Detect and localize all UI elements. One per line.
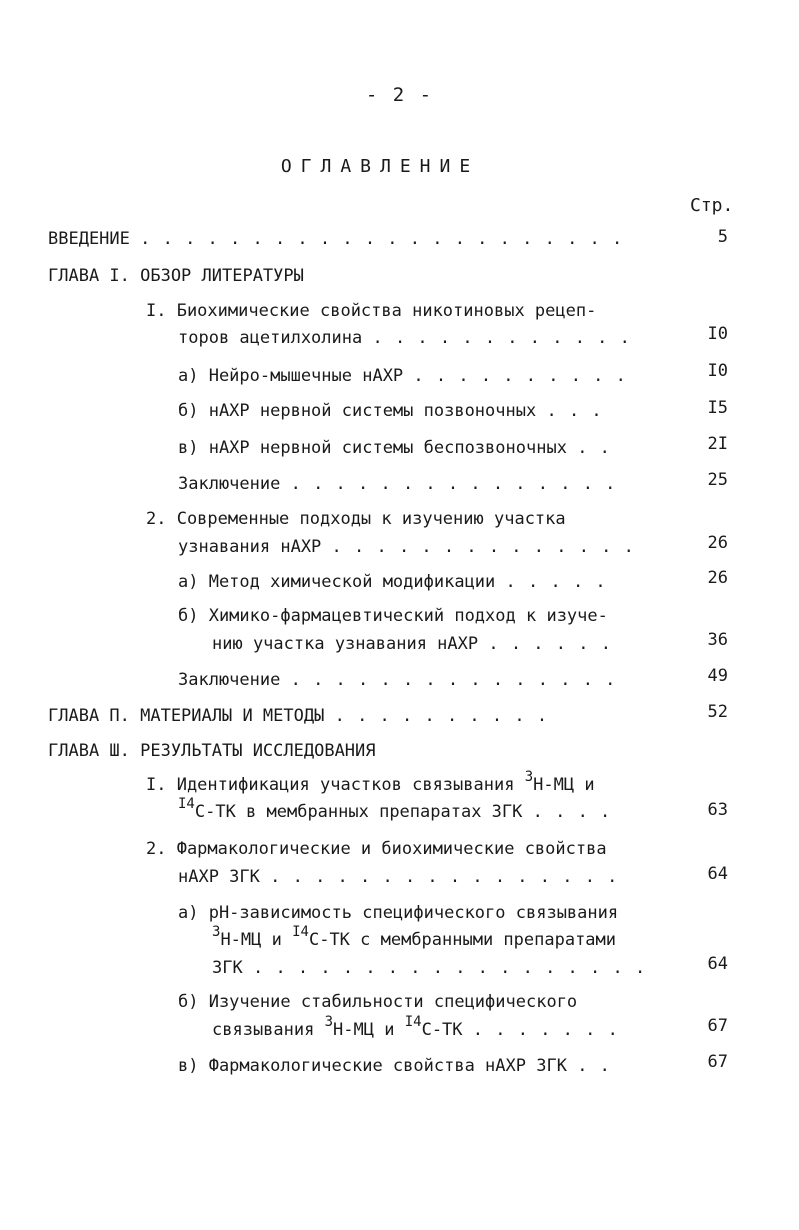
page-ref: I0 — [707, 361, 728, 381]
page-ref: 26 — [707, 533, 728, 553]
leader-dots: . . . . . . . . . . . . . . . . — [270, 867, 619, 887]
toc-subsection-1-1-b: б) нАХР нервной системы позвоночных . . . — [178, 401, 603, 421]
page-ref: 2I — [707, 434, 728, 454]
toc-section-3-1-line2: $^{I4}$С-ТК в мембранных препаратах ЗГК . . . . — [178, 796, 612, 822]
leader-dots: . . . — [546, 401, 603, 421]
toc-section-1-2-line2: узнавания нАХР . . . . . . . . . . . . . . — [178, 537, 635, 557]
leader-dots: . . . . . . . — [472, 1020, 619, 1040]
page-ref: 64 — [707, 954, 728, 974]
page-ref: 49 — [707, 666, 728, 686]
leader-dots: . . . . . . . . . . . . — [372, 328, 631, 348]
superscript: I4 — [404, 1014, 422, 1030]
superscript: 3 — [524, 769, 534, 785]
toc-entry-intro — [48, 231, 623, 248]
page-ref: 36 — [707, 630, 728, 650]
toc-conclusion-1-1: Заключение . . . . . . . . . . . . . . . — [178, 474, 617, 494]
toc-section-1-1-line1: I. Биохимические свойства никотиновых рецеп- — [146, 301, 597, 321]
leader-dots: . . — [577, 1056, 611, 1076]
page-ref: I5 — [707, 398, 728, 418]
toc-subsection-3-2-a-line1: а) рН-зависимость специфического связывания — [178, 903, 619, 923]
entry-text: ВВЕДЕНИЕ — [48, 229, 130, 249]
superscript: I4 — [292, 924, 309, 940]
toc-chapter-3: ГЛАВА Ш. РЕЗУЛЬТАТЫ ИССЛЕДОВАНИЯ — [48, 741, 376, 761]
leader-dots: . . . . . . . . . . . . . . . . . . — [252, 958, 647, 978]
contents-heading: ОГЛАВЛЕНИЕ — [280, 156, 480, 177]
toc-subsection-1-2-b-line1: б) Химико-фармацевтический подход к изуче- — [178, 606, 608, 626]
toc-subsection-3-2-c: в) Фармакологические свойства нАХР ЗГК . . — [178, 1056, 611, 1076]
toc-section-1-2-line1: 2. Современные подходы к изучению участка — [146, 509, 566, 529]
toc-subsection-3-2-b-line1: б) Изучение стабильности специфического — [178, 992, 578, 1012]
superscript: 3 — [324, 1014, 334, 1030]
leader-dots: . . . . . . . . . . — [334, 706, 549, 726]
toc-subsection-1-1-a: а) Нейро-мышечные нАХР . . . . . . . . . . — [178, 366, 627, 386]
toc-section-3-2-line2: нАХР ЗГК . . . . . . . . . . . . . . . . — [178, 867, 619, 887]
page-ref: 67 — [707, 1052, 728, 1072]
leader-dots: . . — [577, 438, 611, 458]
toc-subsection-3-2-b-line2: связывания $^3$Н-МЦ и $^{I4}$С-ТК . . . . . . . — [212, 1014, 619, 1040]
page-ref: 5 — [717, 227, 728, 247]
toc-subsection-3-2-a-line3: ЗГК . . . . . . . . . . . . . . . . . . — [212, 958, 647, 978]
leader-dots: . . . . . — [505, 572, 607, 592]
toc-section-1-1-line2: торов ацетилхолина . . . . . . . . . . . . — [178, 328, 631, 348]
page-ref: 63 — [707, 800, 728, 820]
leader-dots: . . . . . . . . . . . . . . . . . . . . . . — [140, 229, 624, 249]
page-ref: 64 — [707, 864, 728, 884]
page-ref: 67 — [707, 1016, 728, 1036]
toc-chapter-1: ГЛАВА I. ОБЗОР ЛИТЕРАТУРЫ — [48, 266, 304, 286]
toc-subsection-1-2-a: а) Метод химической модификации . . . . . — [178, 572, 607, 592]
toc-subsection-1-1-c: в) нАХР нервной системы беспозвоночных . . — [178, 438, 611, 458]
leader-dots: . . . . . . . . . . — [413, 366, 627, 386]
leader-dots: . . . . . . . . . . . . . . — [331, 537, 635, 557]
page-ref: I0 — [707, 324, 728, 344]
toc-conclusion-1-2: Заключение . . . . . . . . . . . . . . . — [178, 670, 617, 690]
page-ref: 52 — [707, 702, 728, 722]
page-ref: 25 — [707, 470, 728, 490]
toc-section-3-1-line1: I. Идентификация участков связывания $^3$Н-МЦ и — [146, 769, 595, 795]
toc-section-3-2-line1: 2. Фармакологические и биохимические свойства — [146, 839, 607, 859]
page-ref: 26 — [707, 568, 728, 588]
toc-subsection-1-2-b-line2: нию участка узнавания нАХР . . . . . . — [212, 634, 612, 654]
leader-dots: . . . . . . . . . . . . . . . — [290, 474, 617, 494]
leader-dots: . . . . . . — [488, 634, 612, 654]
superscript: I4 — [178, 796, 195, 812]
leader-dots: . . . . — [532, 802, 612, 822]
leader-dots: . . . . . . . . . . . . . . . — [290, 670, 617, 690]
toc-subsection-3-2-a-line2: $^3$Н-МЦ и $^{I4}$С-ТК с мембранными препаратами — [212, 924, 617, 950]
superscript: 3 — [212, 924, 221, 940]
page-number: - 2 - — [365, 84, 434, 106]
toc-chapter-2: ГЛАВА П. МАТЕРИАЛЫ И МЕТОДЫ . . . . . . . . . . — [48, 706, 549, 726]
page-column-label: Стр. — [690, 195, 734, 216]
